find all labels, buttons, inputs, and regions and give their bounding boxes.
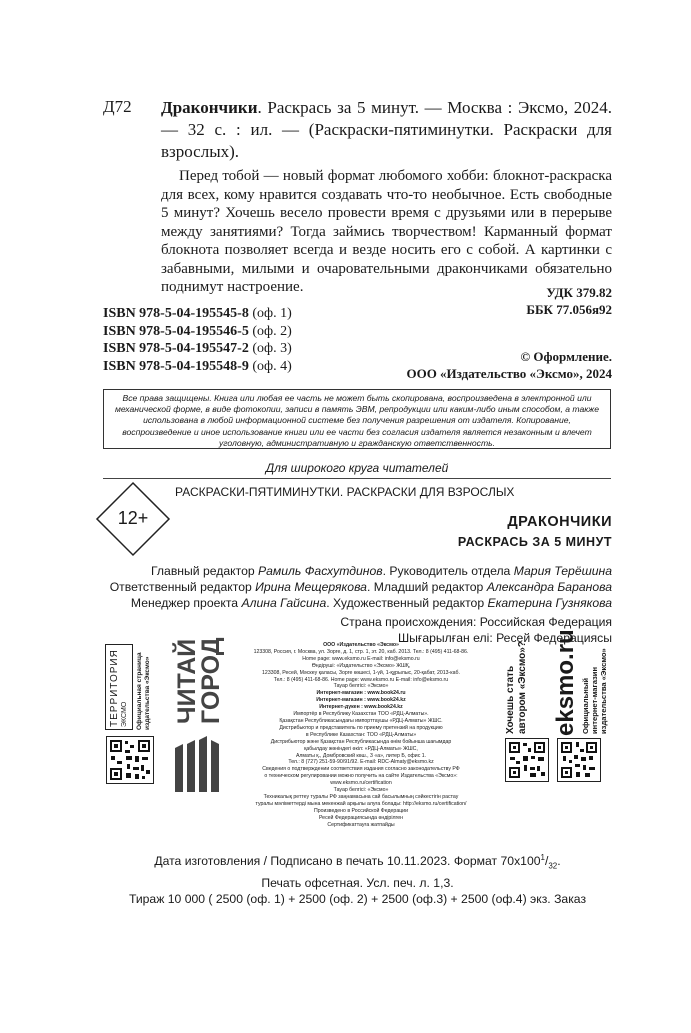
role: . Руководитель отдела: [382, 564, 514, 578]
print-date-format: Дата изготовления / Подписано в печать 10.11.2023. Формат 70х100: [154, 854, 541, 869]
role: Менеджер проекта: [130, 596, 242, 610]
isbn-line: [103, 305, 292, 323]
audience-label: Для широкого круга читателей: [265, 461, 449, 475]
official-shop-line2: интернет-магазин: [590, 666, 599, 734]
isbn-note: (оф. 1): [252, 306, 292, 321]
bibliographic-rest: . Раскрась за 5 минут. — Москва : Эксмо, 2024. — 32 с. : ил. — (Раскраски-пятиминутки. Раскраски для взрослых).: [161, 98, 612, 161]
copyright-notice: [350, 348, 612, 382]
imprint-line: қабылдау жөніндегі өкіл: «РДЦ-Алматы» ЖШС,: [304, 745, 418, 752]
imprint-line: Сведения о подтверждении соответствия издания согласно законодательству РФ: [262, 766, 460, 773]
qr-code-icon: [506, 739, 548, 781]
isbn-note: (оф. 3): [252, 341, 292, 356]
imprint-line: Сертификаттауға жатпайды: [327, 821, 395, 828]
format-fraction-numerator: 1: [540, 853, 545, 862]
chitai-gorod-logo: [173, 637, 227, 792]
isbn-note: (оф. 4): [252, 358, 292, 374]
bibliographic-record: [161, 97, 612, 163]
book-subtitle: РАСКРАСЬ ЗА 5 МИНУТ: [457, 535, 612, 549]
isbn-line: [103, 358, 292, 376]
bbk-index: Д72: [103, 97, 132, 116]
age-rating-text: 12+: [117, 508, 149, 528]
isbn-line: [103, 340, 292, 358]
annotation: Перед тобой — новый формат любомого хобби: блокнот-раскраска для всех, кому нравится создавать что-то необычное. Есть свободные 5 минут? Хочешь весело провести время с друзьями или в перерыве между занятиями? Тогда займись творчеством! Карманный формат блокнота позволяет всегда и везде носить его с собой. А картинки с забавными, милыми и очаровательными дракончиками обязательно поднимут настроение.: [161, 168, 612, 295]
role: . Младший редактор: [366, 580, 487, 594]
imprint-line: Тел.: 8 (495) 411-68-86. Home page: www.eksmo.ru E-mail: info@eksmo.ru: [273, 676, 449, 683]
origin-ru: Страна происхождения: Российская Федерация: [340, 615, 612, 629]
qr-code-icon: [107, 737, 153, 783]
chitai-word: ЧИТАЙ: [173, 638, 201, 724]
imprint-line: Интернет-магазин : www.book24.ru: [316, 690, 406, 697]
book-title: ДРАКОНЧИКИ: [507, 514, 612, 530]
person-name: Рамиль Фасхутдинов: [258, 564, 383, 578]
copyright-line1: © Оформление.: [520, 349, 612, 364]
eksmo-ru-logo[interactable]: eksmo.ru: [552, 629, 579, 736]
isbn-number: ISBN 978-5-04-195547-2: [103, 341, 249, 356]
become-author-line2: автором «Эксмо»?: [517, 641, 528, 734]
print-info-line2: Печать офсетная. Усл. печ. л. 1,3.: [261, 875, 454, 890]
staff-line: [103, 563, 612, 579]
rights-text: Все права защищены. Книга или любая ее часть не может быть скопирована, воспроизведена в электронной или механической форме, в виде фотокопии, записи в память ЭВМ, репродукции или каким-либо иным способом, а также использована в любой информационной системе без получения разрешения от издателя. Копирование, воспроизведение и иное использование книги или ее части без согласия издателя является незаконным и влечет уголовную, административную и гражданскую ответственность.: [115, 393, 599, 448]
territory-logo-sub: ЭКСМО: [121, 701, 128, 727]
age-rating-badge: [95, 481, 171, 557]
chitai-gorod-text: [175, 637, 223, 724]
territory-logo-text: ТЕРРИТОРИЯ: [109, 649, 120, 727]
staff-line: [103, 595, 612, 611]
isbn-list: [103, 305, 292, 375]
format-fraction-denominator: 32: [548, 861, 558, 871]
role: Ответственный редактор: [109, 580, 256, 594]
qr-code-icon: [558, 739, 600, 781]
person-name: Алина Гайсина: [241, 596, 327, 610]
imprint-line: Тел.: 8 (727) 251-59-90/91/92. E-mail: RDC-Almaty@eksmo.kz: [288, 759, 434, 766]
isbn-number: ISBN 978-5-04-195546-5: [103, 323, 249, 339]
imprint-line: Қазақстан Республикасындағы импорттаушы «РДЦ-Алматы» ЖШС.: [279, 717, 443, 724]
person-name: Александра Баранова: [486, 580, 612, 594]
imprint-line: ООО «Издательство «Эксмо»: [323, 642, 399, 648]
imprint-line: Дистрибьютор және Қазақстан Республикасында өнім бойынша шағымдар: [270, 738, 452, 745]
imprint-line: www.eksmo.ru/certification: [330, 780, 392, 787]
udk-code: УДК 379.82: [546, 285, 612, 300]
imprint-line: туралы мәліметтерді мына мекенжай арқылы алуға болады: http://eksmo.ru/certification/: [255, 800, 467, 807]
book-title-bold: Дракончики: [161, 98, 258, 117]
origin-kz: Шығарылған елі: Ресей Федерациясы: [397, 631, 612, 645]
official-page-line2: издательства «Эксмо»: [144, 656, 151, 730]
imprint-line: Ресей Федерациясында өндірілген: [318, 814, 404, 821]
imprint-line: Импортёр в Республику Казахстан ТОО «РДЦ-Алматы».: [293, 711, 429, 718]
gorod-word: ГОРОД: [197, 637, 225, 724]
isbn-number: ISBN 978-5-04-195548-9: [103, 358, 249, 374]
official-shop-line1: Официальный: [581, 677, 590, 734]
become-author-line1: Хочешь стать: [505, 665, 516, 734]
imprint-line: Техникалық реттеу туралы РФ заңнамасына сай басылымның сәйкестігін растау: [263, 793, 459, 800]
imprint-line: о техническом регулировании можно получить на сайте Издательства «Эксмо»:: [264, 773, 458, 780]
staff-line: [103, 579, 612, 595]
person-name: Ирина Мещерякова: [255, 580, 367, 594]
role: . Художественный редактор: [326, 596, 488, 610]
rights-notice-box: [103, 389, 611, 449]
isbn-note: (оф. 2): [252, 323, 292, 339]
imprint-line: 123308, Россия, г. Москва, ул. Зорге, д. 1, стр. 1, эт. 20, каб. 2013. Тел.: 8 (495) 411-68-86.: [253, 648, 469, 655]
qr-code-official-page[interactable]: [106, 736, 154, 784]
imprint-line: Интернет-дүкен : www.book24.kz: [319, 704, 403, 711]
print-info-line3: Тираж 10 000 ( 2500 (оф. 1) + 2500 (оф. 2) + 2500 (оф.3) + 2500 (оф.4) экз. Заказ: [128, 891, 587, 906]
imprint-line: Тауар белгісі: «Эксмо»: [333, 787, 389, 794]
isbn-line: [103, 323, 292, 341]
imprint-line: Өндіруші: «Издательство «Эксмо» ЖШҚ,: [311, 662, 411, 669]
staff-credits: [103, 563, 612, 611]
imprint-line: Алматы қ., Домбровский көш., 3 «а», литер Б, офис 1.: [295, 752, 427, 759]
print-info-line1: Дата изготовления / Подписано в печать 10.11.2023. Формат $70х100^1/_{32}$.: [154, 853, 561, 871]
official-page-label: [136, 652, 152, 730]
imprint-line: Home page: www.eksmo.ru E-mail: info@eksmo.ru: [302, 655, 420, 662]
official-shop-label: [581, 648, 608, 734]
book-stripes-icon: [175, 736, 225, 792]
isbn-number: ISBN 978-5-04-195545-8: [103, 306, 249, 321]
imprint-line: Интернет-магазин : www.book24.kz: [316, 697, 406, 704]
print-info: [103, 850, 612, 907]
role: Главный редактор: [151, 564, 259, 578]
person-name: Екатерина Гузнякова: [487, 596, 612, 610]
official-page-line1: Официальная страница: [136, 652, 143, 730]
become-author-label: [505, 641, 529, 734]
imprint-line: Тауар белгісі: «Эксмо»: [333, 683, 389, 690]
imprint-small-print: [236, 642, 486, 828]
qr-code-eksmo-shop[interactable]: [557, 738, 601, 782]
copyright-line2: ООО «Издательство «Эксмо», 2024: [406, 366, 612, 381]
title-block: [175, 514, 612, 549]
imprint-line: Дистрибьютор и представитель по приему претензий на продукцию: [279, 724, 443, 731]
imprint-line: Произведено в Российской Федерации: [314, 807, 408, 814]
qr-code-become-author[interactable]: [505, 738, 549, 782]
imprint-line: в Республике Казахстан: ТОО «РДЦ-Алматы»: [305, 731, 417, 738]
person-name: Мария Терёшина: [513, 564, 612, 578]
territory-logo: [105, 644, 133, 730]
bbk-code: ББК 77.056я92: [526, 302, 612, 317]
official-shop-line3: издательства «Эксмо»: [599, 648, 608, 734]
imprint-line: 123308, Ресей, Мәскеу қаласы, Зорге көшесі, 1-үй, 1-құрылыс, 20-қабат, 2013-каб.: [262, 669, 460, 676]
separator-line: [103, 478, 611, 479]
series-name: РАСКРАСКИ-ПЯТИМИНУТКИ. РАСКРАСКИ ДЛЯ ВЗРОСЛЫХ: [175, 485, 515, 499]
